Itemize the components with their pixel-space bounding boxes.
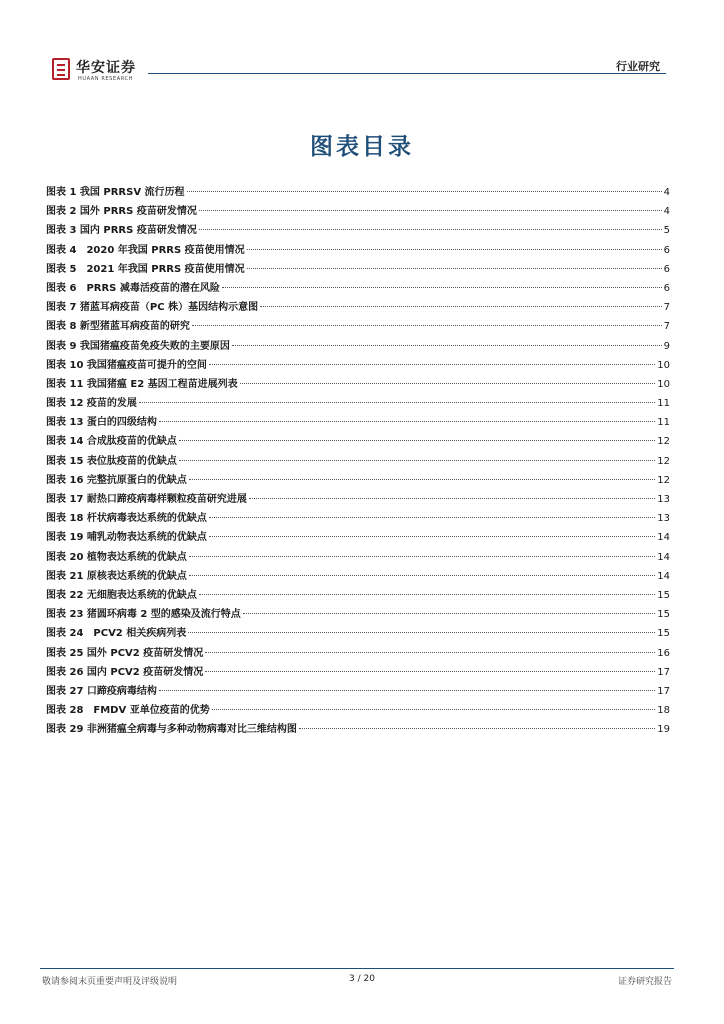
toc-entry-page[interactable]: 18 [657,705,670,717]
company-name-english: HUAAN RESEARCH [78,76,133,82]
toc-dot-leader [222,287,662,288]
footer-page-number: 3 / 20 [349,974,375,984]
toc-entry-page[interactable]: 15 [657,609,670,621]
toc-entry[interactable] [46,586,670,605]
toc-entry-label[interactable]: 图表 11 我国猪瘟 E2 基因工程苗进展列表 [46,378,238,390]
toc-dot-leader [232,345,662,346]
report-type: 行业研究 [616,60,660,73]
footer-divider [40,968,674,969]
toc-entry-label[interactable]: 图表 13 蛋白的四级结构 [46,417,157,429]
footer-doc-type: 证券研究报告 [617,977,672,987]
toc-entry-label[interactable]: 图表 12 疫苗的发展 [46,398,137,410]
toc-entry-page[interactable]: 12 [657,474,670,486]
toc-entry-label[interactable]: 图表 22 无细胞表达系统的优缺点 [46,589,197,601]
toc-entry-page[interactable]: 14 [657,532,670,544]
toc-dot-leader [299,728,655,729]
toc-entry-page[interactable]: 14 [657,551,670,563]
company-logo-icon [52,58,70,80]
toc-entry-page[interactable]: 9 [663,340,670,352]
toc-dot-leader [199,210,662,211]
toc-entry-label[interactable]: 图表 28 FMDV 亚单位疫苗的优势 [46,705,210,717]
toc-entry-label[interactable]: 图表 15 表位肽疫苗的优缺点 [46,455,177,467]
toc-entry-page[interactable]: 4 [663,187,670,198]
toc-entry[interactable] [46,394,670,413]
toc-entry-page[interactable]: 14 [657,570,670,582]
toc-entry-page[interactable]: 12 [657,436,670,448]
toc-entry-page[interactable]: 11 [657,398,670,410]
page-header [52,56,666,86]
toc-entry[interactable] [46,490,670,509]
toc-dot-leader [205,652,655,653]
toc-entry[interactable] [46,317,670,336]
toc-entry-label[interactable]: 图表 9 我国猪瘟疫苗免疫失败的主要原因 [46,340,230,352]
toc-entry-page[interactable]: 5 [663,225,670,237]
toc-entry-label[interactable]: 图表 16 完整抗原蛋白的优缺点 [46,474,187,486]
toc-entry-page[interactable]: 4 [663,206,670,218]
toc-entry[interactable] [46,202,670,221]
toc-dot-leader [249,498,655,499]
toc-entry[interactable] [46,413,670,432]
toc-dot-leader [209,536,655,537]
company-name: 华安证券 [76,60,136,76]
toc-dot-leader [179,460,655,461]
toc-entry-label[interactable]: 图表 17 耐热口蹄疫病毒样颗粒疫苗研究进展 [46,494,247,505]
toc-dot-leader [192,325,662,326]
toc-entry-page[interactable]: 11 [657,417,670,429]
toc-entry-page[interactable]: 7 [663,321,670,333]
toc-dot-leader [179,440,655,441]
toc-entry-label[interactable]: 图表 23 猪圆环病毒 2 型的感染及流行特点 [46,609,241,621]
toc-dot-leader [189,556,655,557]
page-title: 图表目录 [310,134,414,160]
toc-dot-leader [209,364,655,365]
toc-dot-leader [247,268,662,269]
toc-entry[interactable] [46,701,670,720]
toc-entry[interactable] [46,452,670,471]
toc-entry-page[interactable]: 16 [657,647,670,659]
toc-entry-label[interactable]: 图表 8 新型猪蓝耳病疫苗的研究 [46,321,190,333]
toc-dot-leader [209,517,655,518]
toc-dot-leader [247,249,662,250]
toc-entry[interactable] [46,221,670,240]
toc-entry-label[interactable]: 图表 19 哺乳动物表达系统的优缺点 [46,532,207,544]
toc-entry-page[interactable]: 6 [663,244,670,256]
toc-entry[interactable] [46,720,670,739]
toc-entry[interactable] [46,337,670,356]
toc-entry-label[interactable]: 图表 7 猪蓝耳病疫苗（PC 株）基因结构示意图 [46,302,259,314]
toc-entry-page[interactable]: 15 [657,589,670,601]
toc-entry-page[interactable]: 6 [663,263,670,275]
toc-entry[interactable] [46,644,670,663]
toc-entry-label[interactable]: 图表 6 PRRS 减毒活疫苗的潜在风险 [46,282,220,294]
toc-entry-page[interactable]: 19 [657,724,670,736]
footer-disclaimer: 敬请参阅末页重要声明及评级说明 [42,977,178,987]
toc-entry[interactable] [46,528,670,547]
toc-entry-label[interactable]: 图表 20 植物表达系统的优缺点 [46,551,187,563]
toc-entry-label[interactable]: 图表 3 国内 PRRS 疫苗研发情况 [46,225,197,237]
toc-entry-label[interactable]: 图表 4 2020 年我国 PRRS 疫苗使用情况 [46,244,245,256]
toc-entry-page[interactable]: 15 [657,628,670,640]
toc-entry[interactable] [46,682,670,701]
toc-dot-leader [189,479,655,480]
toc-entry[interactable] [46,375,670,394]
toc-dot-leader [243,613,655,614]
toc-dot-leader [212,709,656,710]
table-of-figures [46,183,670,739]
toc-entry-page[interactable]: 17 [657,685,670,697]
toc-entry-page[interactable]: 7 [663,302,670,314]
toc-entry-page[interactable]: 6 [663,282,670,294]
toc-entry-label[interactable]: 图表 5 2021 年我国 PRRS 疫苗使用情况 [46,263,245,275]
toc-entry[interactable] [46,548,670,567]
toc-dot-leader [139,402,655,403]
toc-dot-leader [205,671,655,672]
toc-entry[interactable] [46,509,670,528]
toc-entry-label[interactable]: 图表 10 我国猪瘟疫苗可提升的空间 [46,359,207,371]
toc-entry-label[interactable]: 图表 1 我国 PRRSV 流行历程 [46,187,185,198]
toc-dot-leader [159,690,655,691]
toc-dot-leader [260,306,662,307]
toc-entry[interactable] [46,260,670,279]
toc-entry-label[interactable]: 图表 26 国内 PCV2 疫苗研发情况 [46,666,204,678]
toc-dot-leader [187,191,662,192]
toc-entry-page[interactable]: 13 [657,494,670,505]
toc-entry-page[interactable]: 12 [657,455,670,467]
toc-entry-label[interactable]: 图表 27 口蹄疫病毒结构 [46,685,157,697]
toc-entry[interactable] [46,432,670,451]
toc-entry-label[interactable]: 图表 18 杆状病毒表达系统的优缺点 [46,513,207,525]
toc-entry[interactable] [46,298,670,317]
toc-entry[interactable] [46,624,670,643]
toc-entry-page[interactable]: 10 [657,359,670,371]
header-divider [148,73,666,74]
toc-entry-label[interactable]: 图表 24 PCV2 相关疾病列表 [46,628,187,640]
toc-entry-label[interactable]: 图表 29 非洲猪瘟全病毒与多种动物病毒对比三维结构图 [46,724,297,736]
toc-dot-leader [188,632,655,633]
toc-entry-page[interactable]: 13 [657,513,670,525]
toc-entry-page[interactable]: 10 [657,378,670,390]
toc-entry-label[interactable]: 图表 14 合成肽疫苗的优缺点 [46,436,177,448]
toc-entry-label[interactable]: 图表 21 原核表达系统的优缺点 [46,570,187,582]
toc-entry[interactable] [46,567,670,586]
toc-dot-leader [240,383,656,384]
toc-dot-leader [159,421,655,422]
toc-entry[interactable] [46,663,670,682]
toc-entry[interactable] [46,241,670,260]
toc-dot-leader [199,594,655,595]
toc-entry[interactable] [46,605,670,624]
toc-entry[interactable] [46,279,670,298]
toc-entry-page[interactable]: 17 [657,666,670,678]
toc-entry[interactable] [46,183,670,202]
toc-dot-leader [199,229,662,230]
toc-entry[interactable] [46,356,670,375]
toc-dot-leader [189,575,655,576]
toc-entry[interactable] [46,471,670,490]
toc-entry-label[interactable]: 图表 2 国外 PRRS 疫苗研发情况 [46,206,197,218]
toc-entry-label[interactable]: 图表 25 国外 PCV2 疫苗研发情况 [46,647,204,659]
